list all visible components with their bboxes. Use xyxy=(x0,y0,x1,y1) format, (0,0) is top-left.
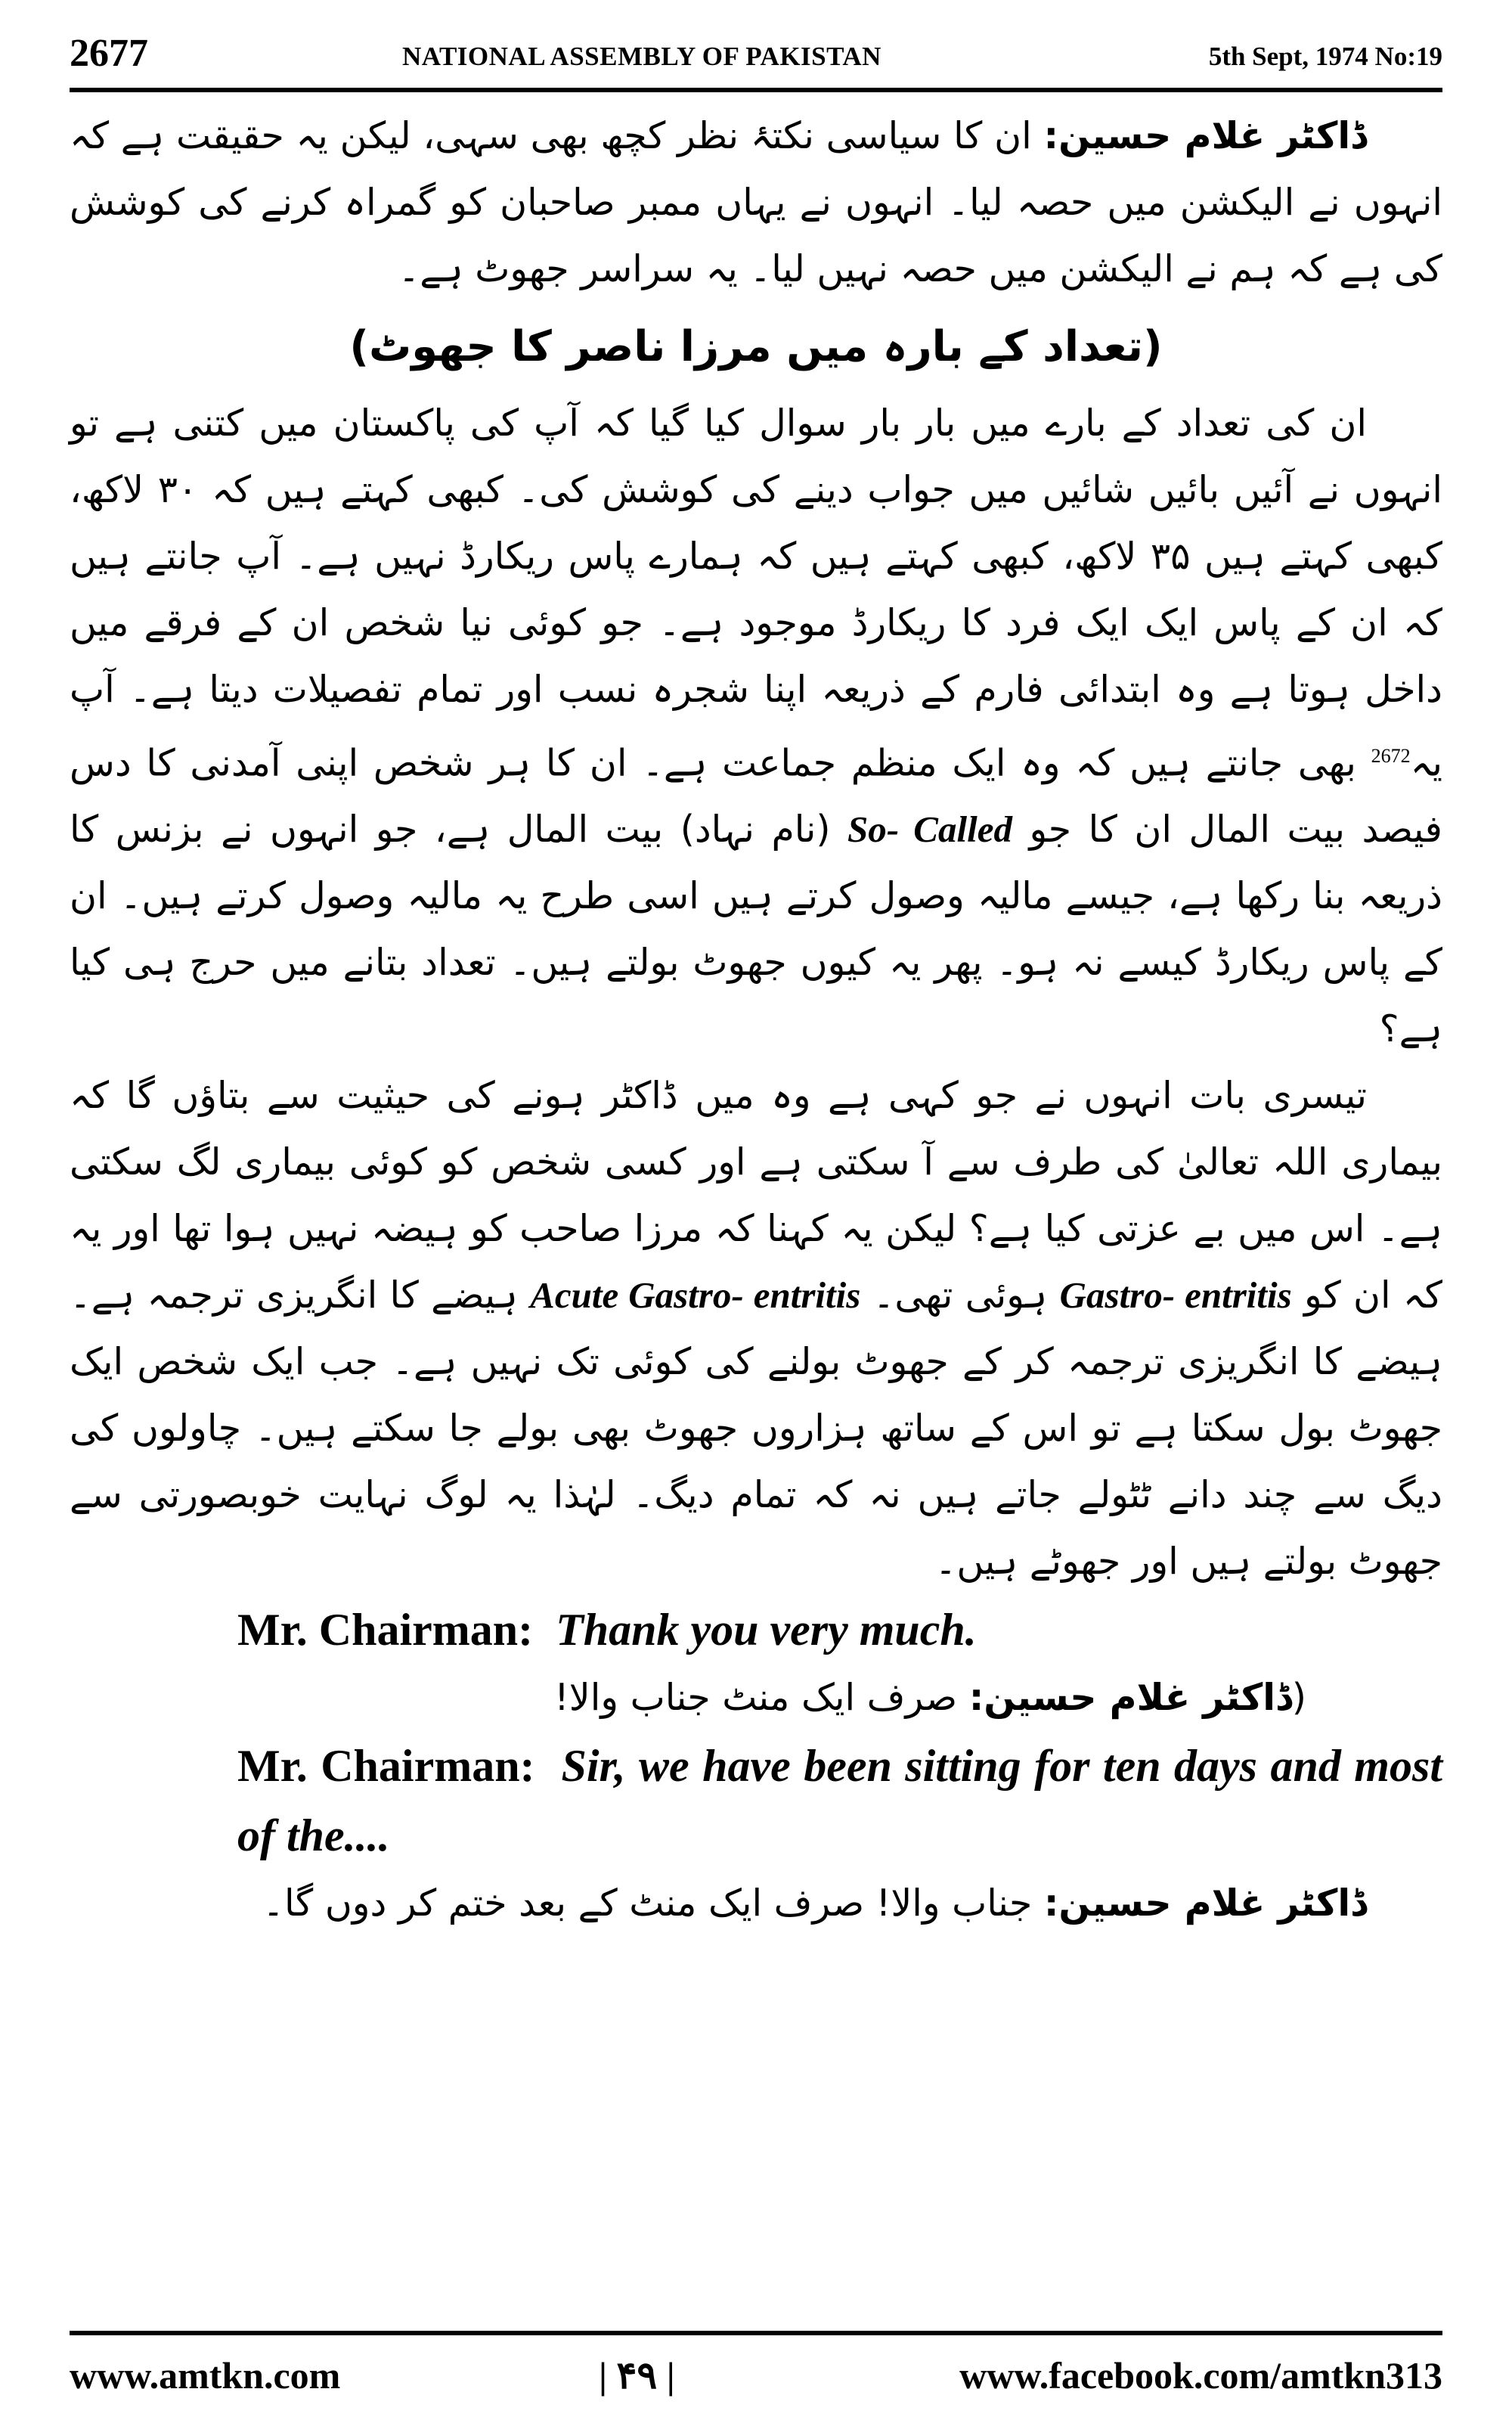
paragraph-text: ان کی تعداد کے بارے میں بار بار سوال کیا گیا کہ آپ کی پاکستان میں کتنی ہے تو انہوں نے آئیں بائیں شائیں میں جواب دینے کی کوشش کی۔ کبھی کہتے ہیں کہ ۳۰ لاکھ، کبھی کہتے ہیں ۳۵ لاکھ، کبھی کہتے ہیں کہ ہمارے پاس ریکارڈ نہیں ہے۔ آپ جانتے ہیں کہ ان کے پاس ایک ایک فرد کا ریکارڈ موجود ہے۔ جو کوئی نیا شخص ان کے فرقے میں داخل ہوتا ہے وہ ابتدائی فارم کے ذریعہ اپنا شجرہ نسب اور تمام تفصیلات دیتا ہے۔ آپ یہ xyxy=(70,402,1442,785)
footer-page-number: | ۴۹ | xyxy=(599,2354,675,2397)
speaker-name: ڈاکٹر غلام حسین: xyxy=(968,1676,1292,1720)
header-rule xyxy=(70,88,1442,92)
paragraph-text: ہوئی تھی۔ xyxy=(860,1274,1060,1317)
footer-rule xyxy=(70,2331,1442,2335)
chairman-remark-1 xyxy=(70,1595,1442,1665)
paragraph-text: تیسری بات انہوں نے جو کہی ہے وہ میں ڈاکٹر ہونے کی حیثیت سے بتاؤں گا کہ بیماری اللہ تعالیٰ کی طرف سے آ سکتی ہے اور کسی شخص کو کوئی بیماری لگ سکتی ہے۔ اس میں بے عزتی کیا ہے؟ لیکن یہ کہنا کہ مرزا صاحب کو ہیضہ نہیں ہوا تھا اور یہ کہ ان کو xyxy=(70,1074,1442,1317)
paragraph-3 xyxy=(70,1063,1442,1595)
english-phrase: Gastro- entritis xyxy=(1059,1274,1292,1317)
page-number: 2677 xyxy=(70,32,148,75)
page-header xyxy=(70,27,1442,80)
speaker-name: ڈاکٹر غلام حسین: xyxy=(1043,114,1367,157)
page-footer xyxy=(70,2349,1442,2402)
paragraph-text: ان کا سیاسی نکتۂ نظر کچھ بھی سہی، لیکن یہ حقیقت ہے کہ انہوں نے الیکشن میں حصہ لیا۔ انہوں نے یہاں ممبر صاحبان کو گمراہ کرنے کی کوشش کی ہے کہ ہم نے الیکشن میں حصہ نہیں لیا۔ یہ سراسر جھوٹ ہے۔ xyxy=(70,114,1442,290)
session-date: 5th Sept, 1974 No:19 xyxy=(1208,42,1442,71)
paragraph-text: (نام نہاد) بیت المال ہے، جو انہوں نے بزنس کا ذریعہ بنا رکھا ہے، جیسے مالیہ وصول کرتے ہیں اسی طرح یہ مالیہ وصول کرتے ہیں۔ ان کے پاس ریکارڈ کیسے نہ ہو۔ پھر یہ کیوں جھوٹ بولتے ہیں۔ تعداد بتانے میں حرج ہی کیا ہے؟ xyxy=(70,808,1442,1051)
paragraph-text: ہیضے کا انگریزی ترجمہ ہے۔ ہیضے کا انگریزی ترجمہ کر کے جھوٹ بولنے کی کوئی تک نہیں ہے۔ جب ایک شخص ایک جھوٹ بول سکتا ہے تو اس کے ساتھ ہزاروں جھوٹ بھی بولے جا سکتے ہیں۔ چاولوں کی دیگ سے چند دانے ٹٹولے جاتے ہیں نہ کہ تمام دیگ۔ لہٰذا یہ لوگ نہایت خوبصورتی سے جھوٹ بولتے ہیں اور جھوٹے ہیں۔ xyxy=(70,1274,1442,1584)
english-phrase: So- Called xyxy=(847,808,1012,851)
speaker-name: Mr. Chairman: xyxy=(237,1741,535,1792)
speaker-name: ڈاکٹر غلام حسین: xyxy=(1043,1882,1367,1925)
paragraph-1 xyxy=(70,103,1442,302)
footer-website-link[interactable]: www.amtkn.com xyxy=(70,2354,341,2397)
remark-text: Thank you very much. xyxy=(556,1605,977,1655)
paragraph-5 xyxy=(70,1870,1442,1937)
footnote-ref: 2672 xyxy=(1371,745,1411,767)
assembly-title: NATIONAL ASSEMBLY OF PAKISTAN xyxy=(402,42,881,71)
paragraph-2 xyxy=(70,390,1442,1063)
speaker-name: Mr. Chairman: xyxy=(237,1605,534,1655)
paragraph-text: جناب والا! صرف ایک منٹ کے بعد ختم کر دوں گا۔ xyxy=(262,1882,1044,1925)
footer-facebook-link[interactable]: www.facebook.com/amtkn313 xyxy=(959,2354,1442,2397)
document-page xyxy=(70,27,1442,2402)
paragraph-4 xyxy=(70,1665,1442,1731)
paragraph-text: صرف ایک منٹ جناب والا! xyxy=(554,1676,969,1720)
english-phrase: Acute Gastro- entritis xyxy=(530,1274,861,1317)
paren: ( xyxy=(1291,1676,1306,1720)
chairman-remark-2 xyxy=(70,1731,1442,1870)
section-heading: (تعداد کے بارہ میں مرزا ناصر کا جھوٹ) xyxy=(349,322,1163,371)
paragraph-text: بھی جانتے ہیں کہ وہ ایک منظم جماعت ہے۔ ان کا ہر شخص اپنی آمدنی کا دس فیصد بیت المال ان کا جو xyxy=(70,741,1442,852)
page-body xyxy=(70,103,1442,1937)
remark-text: Sir, we have been sitting for ten days and most of the.... xyxy=(237,1741,1442,1861)
